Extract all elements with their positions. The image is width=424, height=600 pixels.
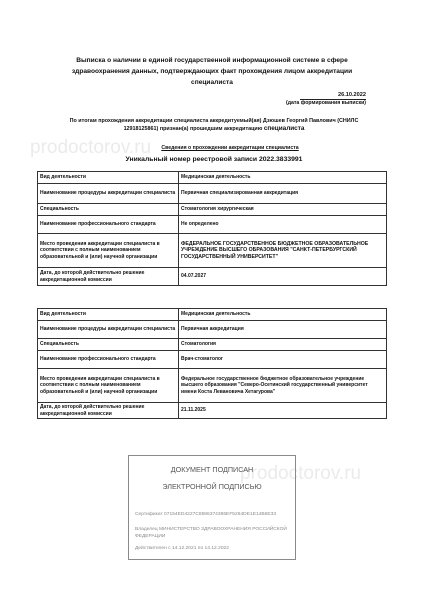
label-place: Место проведения аккредитации специалиста в соответствии с полным наименованием образовательной и (или) научной организации: [38, 234, 179, 268]
label-standard: Наименование профессионального стандарта: [38, 216, 179, 234]
signature-validity: Действителен с 14.12.2021 по 14.12.2022: [135, 546, 229, 551]
signature-heading-1: ДОКУМЕНТ ПОДПИСАН: [170, 465, 254, 474]
table-row: [38, 234, 387, 268]
issue-date-block: [238, 92, 366, 107]
watermark-bottom: prodoctorov.ru: [240, 463, 362, 484]
label-decision-date: Дата, до которой действительно решение аккредитационной комиссии: [38, 403, 179, 419]
document-title: Выписка о наличии в единой государственной информационной системе в сфере здравоохранения данных, подтверждающих факт прохождения лицом аккредитации специалиста: [71, 57, 353, 86]
table-row: [38, 369, 387, 403]
table-row: [38, 216, 387, 234]
value-specialty: Стоматология хирургическая: [179, 204, 387, 216]
label-procedure: Наименование процедуры аккредитации специалиста: [38, 184, 179, 204]
signature-heading-2: ЭЛЕКТРОННОЙ ПОДПИСЬЮ: [162, 482, 262, 491]
value-specialty: Стоматология: [179, 339, 387, 351]
value-place: Федеральное государственное бюджетное образовательное учреждение высшего образования "Северо-Осетинский государственный университет имени Коста Левановича Хетагурова": [179, 369, 387, 403]
table-row: [38, 403, 387, 419]
signature-owner: Владелец МИНИСТЕРСТВО ЗДРАВООХРАНЕНИЯ РОССИЙСКОЙ ФЕДЕРАЦИИ: [135, 527, 287, 539]
table-row: [38, 321, 387, 339]
label-specialty: Специальность: [38, 339, 179, 351]
value-place: ФЕДЕРАЛЬНОЕ ГОСУДАРСТВЕННОЕ БЮДЖЕТНОЕ ОБРАЗОВАТЕЛЬНОЕ УЧРЕЖДЕНИЕ ВЫСШЕГО ОБРАЗОВАНИЯ "САНКТ-ПЕТЕРБУРГСКИЙ ГОСУДАРСТВЕННЫЙ УНИВЕРСИТЕТ": [179, 234, 387, 268]
accreditation-table-1: [37, 171, 387, 286]
table-row: [38, 184, 387, 204]
issue-date: 26.10.2022: [338, 92, 366, 98]
label-activity: Вид деятельности: [38, 309, 179, 321]
value-standard: Не определено: [179, 216, 387, 234]
intro-text: По итогам прохождения аккредитации специалиста аккредитуемый(ая) Дзюшев Георгий Павлович (СНИЛС 12918125861) признан(а) прошедшим аккредитацию: [69, 118, 359, 132]
table-row: [38, 268, 387, 286]
signature-certificate: Сертификат 07154ED4227C8586374386EF5264DE1E14B6E33: [135, 512, 277, 517]
value-decision-date: 21.11.2025: [179, 403, 387, 419]
table-row: [38, 204, 387, 216]
value-activity: Медицинская деятельность: [179, 172, 387, 184]
watermark-top: prodoctorov.ru: [30, 137, 152, 158]
registry-number: Уникальный номер реестровой записи 2022.3833991: [125, 156, 303, 163]
label-place: Место проведения аккредитации специалиста в соответствии с полным наименованием образовательной и (или) научной организации: [38, 369, 179, 403]
value-procedure: Первичная специализированная аккредитация: [179, 184, 387, 204]
label-activity: Вид деятельности: [38, 172, 179, 184]
label-decision-date: Дата, до которой действительно решение аккредитационной комиссии: [38, 268, 179, 286]
electronic-signature-stamp: [128, 455, 296, 560]
accreditation-table-2: [37, 308, 387, 419]
value-procedure: Первичная аккредитация: [179, 321, 387, 339]
table-row: [38, 172, 387, 184]
label-procedure: Наименование процедуры аккредитации специалиста: [38, 321, 179, 339]
accreditation-info-heading: Сведения о прохождении аккредитации специалиста: [161, 145, 299, 151]
table-row: [38, 309, 387, 321]
issue-date-caption: (дата формирования выписки): [285, 100, 366, 106]
value-standard: Врач-стоматолог: [179, 351, 387, 369]
label-standard: Наименование профессионального стандарта: [38, 351, 179, 369]
intro-paragraph: [64, 117, 364, 133]
table-row: [38, 351, 387, 369]
value-activity: Медицинская деятельность: [179, 309, 387, 321]
value-decision-date: 04.07.2027: [179, 268, 387, 286]
table-row: [38, 339, 387, 351]
intro-accent: специалиста: [263, 125, 305, 132]
label-specialty: Специальность: [38, 204, 179, 216]
